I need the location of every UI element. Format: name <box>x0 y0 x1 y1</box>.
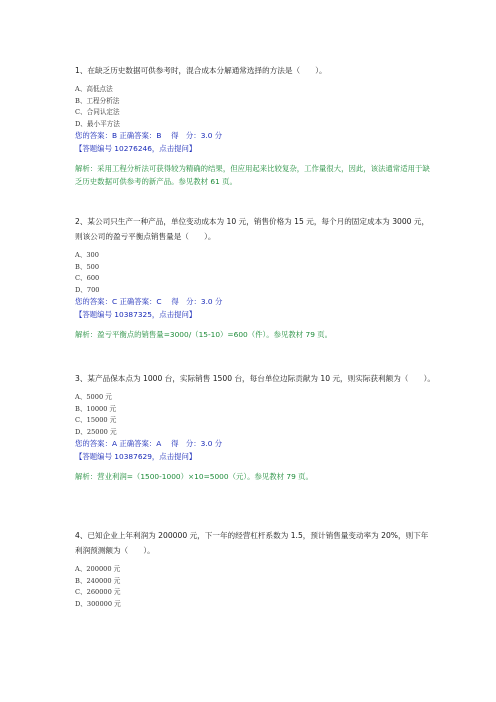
option-a: A、200000 元 <box>75 565 121 573</box>
question-4 <box>75 528 435 610</box>
option-a: A、300 <box>75 251 99 259</box>
option-list <box>75 84 435 130</box>
option-list <box>75 392 435 438</box>
explanation: 解析：营业利润=（1500-1000）×10=5000（元）。参见教材 79 页。 <box>75 472 313 482</box>
answer-line: 您的答案：B 正确答案：B 得 分：3.0 分 <box>75 131 223 141</box>
option-a: A、高低点法 <box>75 85 113 93</box>
option-c: C、合同认定法 <box>75 108 120 117</box>
question-id-link[interactable]: 【答题编号 10387629，点击提问】 <box>75 452 197 462</box>
option-c: C、600 <box>75 274 100 283</box>
option-b: B、工程分析法 <box>75 96 120 105</box>
option-d: D、最小平方法 <box>75 119 120 128</box>
option-d: D、300000 元 <box>75 599 121 608</box>
question-stem: 2、某公司只生产一种产品，单位变动成本为 10 元，销售价格为 15 元，每个月的固定成本为 3000 元，则该公司的盈亏平衡点销售量是（ ）。 <box>75 217 430 241</box>
option-b: B、500 <box>75 262 100 271</box>
question-3 <box>75 371 435 483</box>
option-list <box>75 250 435 296</box>
answer-line: 您的答案：A 正确答案：A 得 分：3.0 分 <box>75 439 223 449</box>
option-d: D、700 <box>75 285 100 294</box>
question-stem: 3、某产品保本点为 1000 台，实际销售 1500 台，每台单位边际贡献为 10 元，则实际获利额为（ ）。 <box>75 374 435 383</box>
question-id-link[interactable]: 【答题编号 10276246，点击提问】 <box>75 144 197 154</box>
option-d: D、25000 元 <box>75 427 117 436</box>
option-b: B、240000 元 <box>75 576 121 585</box>
question-stem: 1、在缺乏历史数据可供参考时，混合成本分解通常选择的方法是（ ）。 <box>75 66 327 75</box>
option-c: C、15000 元 <box>75 416 117 425</box>
option-list <box>75 564 435 610</box>
question-stem: 4、已知企业上年利润为 200000 元，下一年的经营杠杆系数为 1.5，预计销售量变动率为 20%，则下年利润预测额为（ ）。 <box>75 531 429 555</box>
option-c: C、260000 元 <box>75 588 121 597</box>
option-a: A、5000 元 <box>75 393 112 401</box>
option-b: B、10000 元 <box>75 404 117 413</box>
question-id-link[interactable]: 【答题编号 10387325，点击提问】 <box>75 310 197 320</box>
question-1 <box>75 63 435 188</box>
answer-line: 您的答案：C 正确答案：C 得 分：3.0 分 <box>75 297 223 307</box>
question-2 <box>75 214 435 341</box>
explanation: 解析：采用工程分析法可获得较为精确的结果，但应用起来比较复杂，工作量很大，因此，该法通常适用于缺乏历史数据可供参考的新产品。参见教材 61 页。 <box>75 164 430 187</box>
explanation: 解析：盈亏平衡点的销售量=3000/（15-10）=600（件）。参见教材 79 页。 <box>75 330 333 340</box>
